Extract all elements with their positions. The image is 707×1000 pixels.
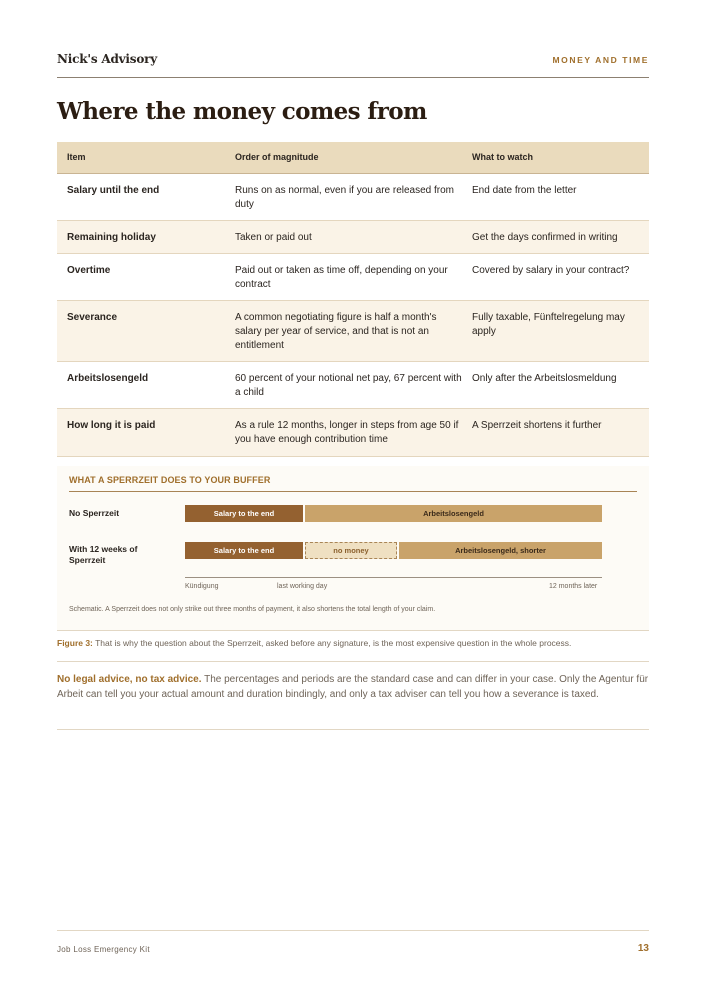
table-cell: Fully taxable, Fünftelregelung may apply: [472, 312, 625, 338]
table-cell: Overtime: [67, 265, 111, 276]
table-cell: Arbeitslosengeld: [67, 373, 149, 384]
table-cell: A Sperrzeit shortens it further: [472, 420, 602, 431]
table-cell: A common negotiating figure is half a month's salary per year of service, and that is not an entitlement: [235, 312, 437, 352]
segment-arbeitslosengeld: Arbeitslosengeld: [305, 505, 602, 522]
footer-title: Job Loss Emergency Kit: [57, 945, 150, 954]
table-header: [57, 142, 649, 174]
table-cell: Get the days confirmed in writing: [472, 232, 618, 243]
table-cell: Salary until the end: [67, 185, 160, 196]
column-header-item: Item: [67, 152, 86, 163]
table-cell: Severance: [67, 312, 118, 323]
timeline-axis: [185, 577, 602, 578]
figure-heading: WHAT A SPERRZEIT DOES TO YOUR BUFFER: [69, 475, 271, 485]
tick-kuendigung: Kündigung: [185, 583, 219, 590]
segment-arbeitslosengeld-shorter: Arbeitslosengeld, shorter: [399, 542, 602, 559]
table-row: [57, 174, 649, 221]
segment-no-money: no money: [305, 542, 397, 559]
table-cell: Paid out or taken as time off, depending on your contract: [235, 265, 448, 291]
table-cell: Remaining holiday: [67, 232, 156, 243]
page-footer: [57, 930, 649, 960]
row-label-with-sperrzeit: With 12 weeks of Sperrzeit: [69, 544, 138, 565]
caption-text: That is why the question about the Sperrzeit, asked before any signature, is the most expensive question in the whole process.: [92, 638, 572, 648]
figure-note: Schematic. A Sperrzeit does not only strike out three months of payment, it also shortens the total length of your claim.: [69, 606, 436, 613]
column-header-watch: What to watch: [472, 152, 533, 163]
page-number: 13: [637, 943, 649, 954]
page-header: [57, 52, 649, 78]
table-row: [57, 362, 649, 409]
column-header-magnitude: Order of magnitude: [235, 152, 319, 163]
disclaimer-label: No legal advice, no tax advice.: [57, 674, 202, 685]
table-row: [57, 409, 649, 457]
section-label: MONEY AND TIME: [552, 55, 649, 65]
caption-divider: [57, 661, 649, 662]
disclaimer-text: The percentages and periods are the standard case and can differ in your case. Only the Agentur für Arbeit can tell you your actual amount and duration bindingly, and only a tax adviser can tell you how a severance is taxed.: [57, 674, 649, 700]
table-cell: Taken or paid out: [235, 232, 312, 243]
income-table: [57, 142, 649, 457]
table-cell: Only after the Arbeitslosmeldung: [472, 373, 617, 384]
tick-last-working-day: last working day: [277, 583, 328, 590]
page-title: Where the money comes from: [57, 98, 427, 125]
row-label-no-sperrzeit: No Sperrzeit: [69, 508, 120, 518]
disclaimer: [57, 673, 649, 702]
tick-12-months: 12 months later: [549, 583, 598, 590]
table-cell: How long it is paid: [67, 420, 156, 431]
caption-label: Figure 3:: [57, 638, 93, 648]
table-cell: Covered by salary in your contract?: [472, 265, 630, 276]
table-cell: As a rule 12 months, longer in steps from age 50 if you have enough contribution time: [235, 420, 459, 446]
segment-salary: Salary to the end: [185, 505, 303, 522]
figure-caption: [57, 638, 649, 648]
table-row: [57, 301, 649, 362]
table-row: [57, 221, 649, 254]
brand-name: Nick's Advisory: [57, 52, 158, 66]
table-cell: Runs on as normal, even if you are released from duty: [235, 185, 454, 211]
table-row: [57, 254, 649, 301]
segment-salary: Salary to the end: [185, 542, 303, 559]
disclaimer-divider: [57, 729, 649, 730]
sperrzeit-figure: [57, 466, 649, 631]
table-cell: End date from the letter: [472, 185, 577, 196]
figure-divider: [69, 491, 637, 492]
table-cell: 60 percent of your notional net pay, 67 percent with a child: [235, 373, 462, 399]
